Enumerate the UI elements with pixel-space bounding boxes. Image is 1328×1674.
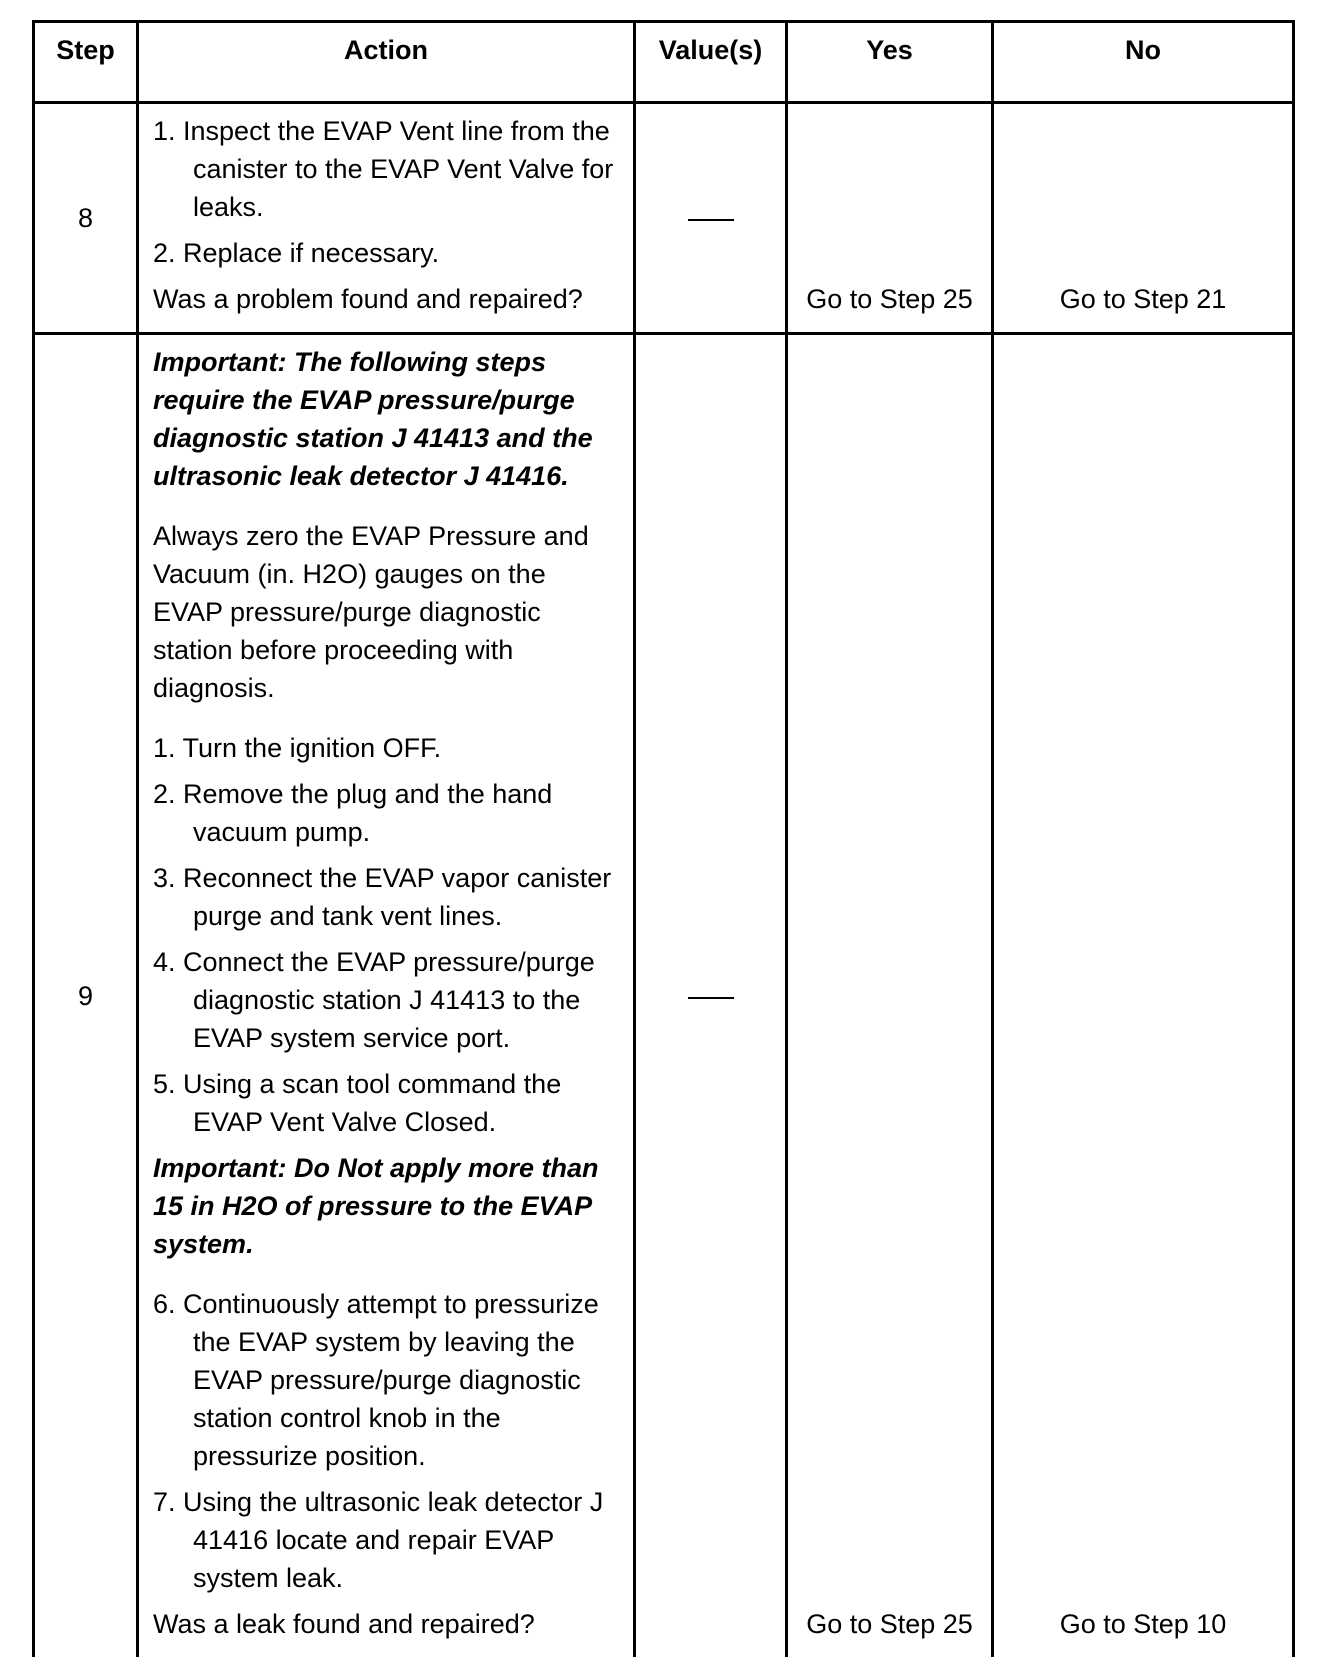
action-step: 1. Turn the ignition OFF. <box>153 733 442 763</box>
important-note: Important: Do Not apply more than 15 in H2O of pressure to the EVAP system. <box>153 1153 599 1259</box>
step-number: 8 <box>34 103 138 334</box>
diagnostic-table <box>32 20 1295 1657</box>
action-step: 1. Inspect the EVAP Vent line from the canister to the EVAP Vent Valve for leaks. <box>153 116 614 222</box>
action-step: 7. Using the ultrasonic leak detector J 41416 locate and repair EVAP system leak. <box>153 1487 604 1593</box>
header-values: Value(s) <box>635 22 787 103</box>
empty-value-dash <box>688 997 734 999</box>
table-row-step-9 <box>34 334 1294 1658</box>
action-step: 5. Using a scan tool command the EVAP Vent Valve Closed. <box>153 1069 562 1137</box>
action-step: 2. Remove the plug and the hand vacuum pump. <box>153 779 553 847</box>
action-cell <box>138 334 635 1658</box>
no-link[interactable]: Go to Step 10 <box>993 334 1294 1658</box>
step-number: 9 <box>34 334 138 1658</box>
header-row <box>34 22 1294 103</box>
action-step: 2. Replace if necessary. <box>153 238 440 268</box>
question-text: Was a leak found and repaired? <box>153 1609 535 1639</box>
header-step: Step <box>34 22 138 103</box>
yes-link[interactable]: Go to Step 25 <box>787 334 993 1658</box>
action-step-list <box>153 1285 619 1597</box>
action-step-list <box>153 729 619 1141</box>
zero-gauges-note: Always zero the EVAP Pressure and Vacuum (in. H2O) gauges on the EVAP pressure/purge diagnostic station before proceeding with diagnosis. <box>153 521 589 703</box>
header-action: Action <box>138 22 635 103</box>
value-cell <box>635 103 787 334</box>
action-step-list <box>153 112 619 272</box>
important-note: Important: The following steps require the EVAP pressure/purge diagnostic station J 41413 and the ultrasonic leak detector J 41416. <box>153 347 593 491</box>
no-link[interactable]: Go to Step 21 <box>993 103 1294 334</box>
value-cell <box>635 334 787 1658</box>
yes-link[interactable]: Go to Step 25 <box>787 103 993 334</box>
action-cell <box>138 103 635 334</box>
action-step: 4. Connect the EVAP pressure/purge diagnostic station J 41413 to the EVAP system service port. <box>153 947 595 1053</box>
action-step: 6. Continuously attempt to pressurize the EVAP system by leaving the EVAP pressure/purge diagnostic station control knob in the pressurize position. <box>153 1289 599 1471</box>
empty-value-dash <box>688 219 734 221</box>
question-text: Was a problem found and repaired? <box>153 284 583 314</box>
header-no: No <box>993 22 1294 103</box>
header-yes: Yes <box>787 22 993 103</box>
table-row-step-8 <box>34 103 1294 334</box>
action-step: 3. Reconnect the EVAP vapor canister purge and tank vent lines. <box>153 863 612 931</box>
